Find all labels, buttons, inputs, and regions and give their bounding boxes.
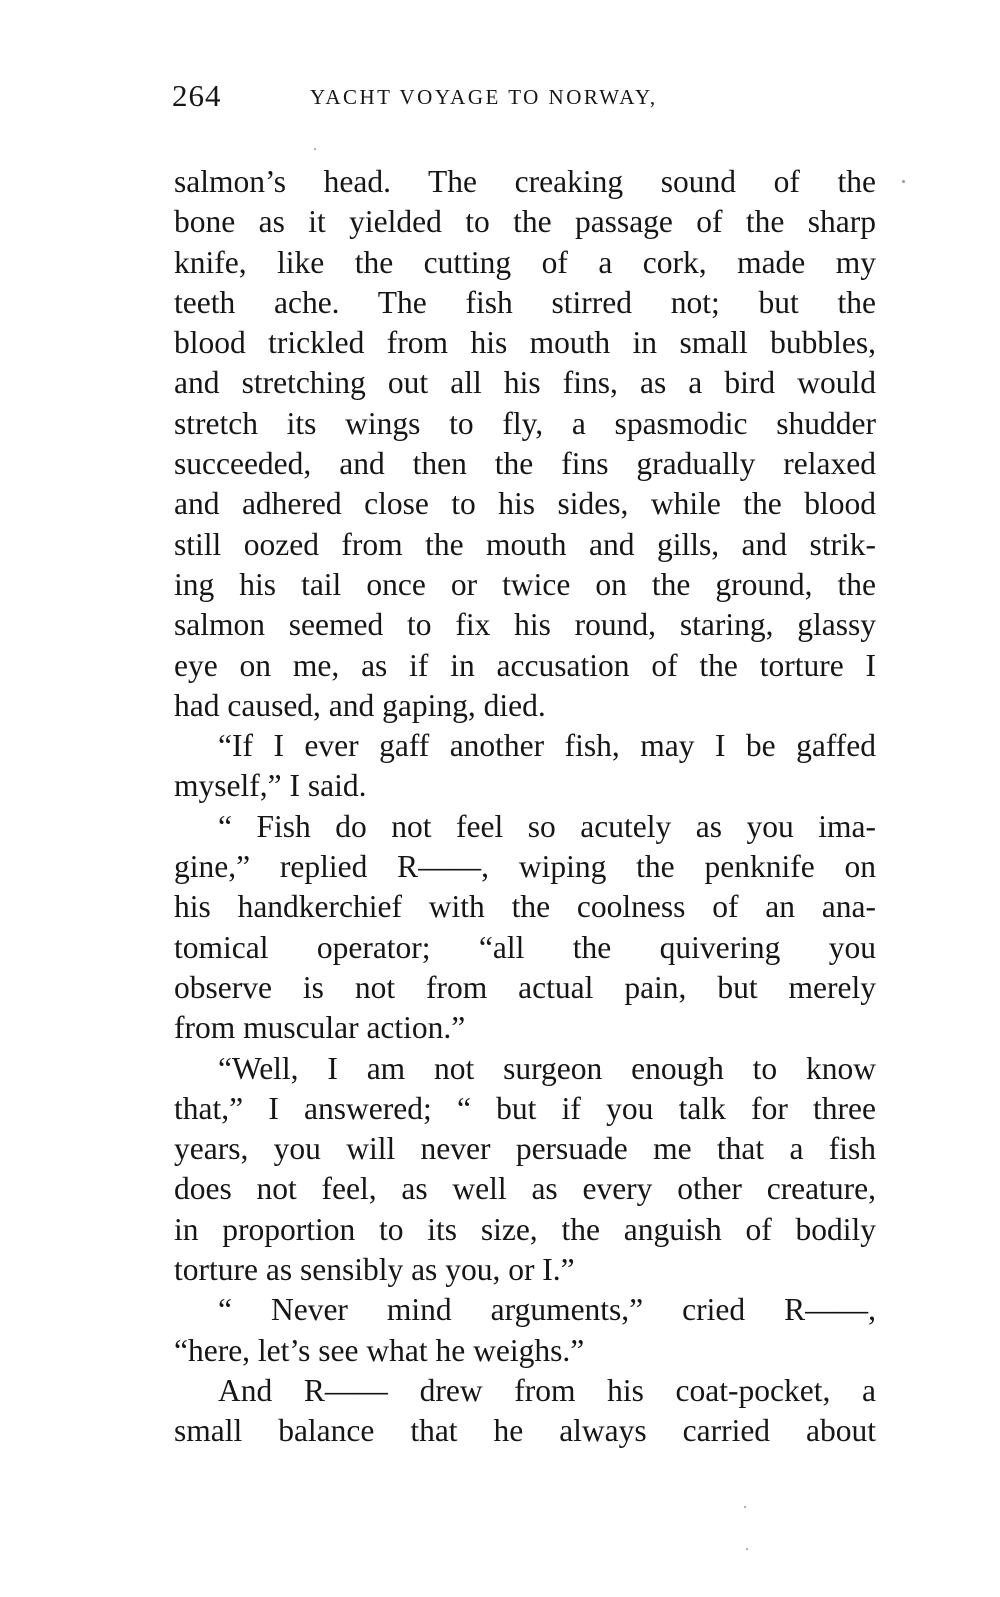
text-line: ing his tail once or twice on the ground, the <box>174 566 876 602</box>
text-line: “here, let’s see what he weighs.” <box>174 1332 585 1368</box>
text-line: still oozed from the mouth and gills, and strik- <box>174 526 876 562</box>
text-line: tomical operator; “all the quivering you <box>174 929 876 965</box>
paper-speck <box>314 148 316 150</box>
paper-speck <box>746 1548 748 1550</box>
text-line: teeth ache. The fish stirred not; but the <box>174 284 876 320</box>
text-line: knife, like the cutting of a cork, made my <box>174 244 876 280</box>
text-line: “ Fish do not feel so acutely as you ima- <box>218 808 876 844</box>
text-line: succeeded, and then the fins gradually relaxed <box>174 446 876 482</box>
running-title: YACHT VOYAGE TO NORWAY, <box>310 85 658 109</box>
text-line: that,” I answered; “ but if you talk for three <box>174 1090 876 1126</box>
paper-speck <box>902 180 905 183</box>
text-line: “If I ever gaff another fish, may I be gaffed <box>218 728 876 764</box>
text-line: observe is not from actual pain, but merely <box>174 969 876 1005</box>
text-line: and stretching out all his fins, as a bird would <box>174 365 876 401</box>
text-line: bone as it yielded to the passage of the sharp <box>174 204 876 240</box>
text-line: salmon’s head. The creaking sound of the <box>174 164 876 199</box>
text-line: his handkerchief with the coolness of an ana- <box>174 889 876 925</box>
text-line: eye on me, as if in accusation of the torture I <box>174 647 876 683</box>
text-line: stretch its wings to fly, a spasmodic shudder <box>174 405 876 441</box>
text-line: had caused, and gaping, died. <box>174 687 546 723</box>
text-line: And R—— drew from his coat-pocket, a <box>218 1372 876 1408</box>
text-line: blood trickled from his mouth in small bubbles, <box>174 325 876 361</box>
text-line: torture as sensibly as you, or I.” <box>174 1252 575 1288</box>
text-line: “Well, I am not surgeon enough to know <box>218 1050 876 1086</box>
text-line: myself,” I said. <box>174 768 367 804</box>
text-line: gine,” replied R——, wiping the penknife on <box>174 849 876 885</box>
body-text <box>174 162 876 1452</box>
text-line: small balance that he always carried about <box>174 1413 876 1449</box>
text-line: and adhered close to his sides, while the blood <box>174 486 876 522</box>
text-line: salmon seemed to fix his round, staring, glassy <box>174 607 876 643</box>
paper-speck <box>744 1506 746 1508</box>
text-line: does not feel, as well as every other creature, <box>174 1171 876 1207</box>
page-number: 264 <box>172 78 222 113</box>
text-line: in proportion to its size, the anguish of bodily <box>174 1211 876 1247</box>
text-line: from muscular action.” <box>174 1010 466 1046</box>
text-line: “ Never mind arguments,” cried R——, <box>218 1292 876 1328</box>
running-head <box>172 78 872 118</box>
text-line: years, you will never persuade me that a fish <box>174 1131 876 1167</box>
